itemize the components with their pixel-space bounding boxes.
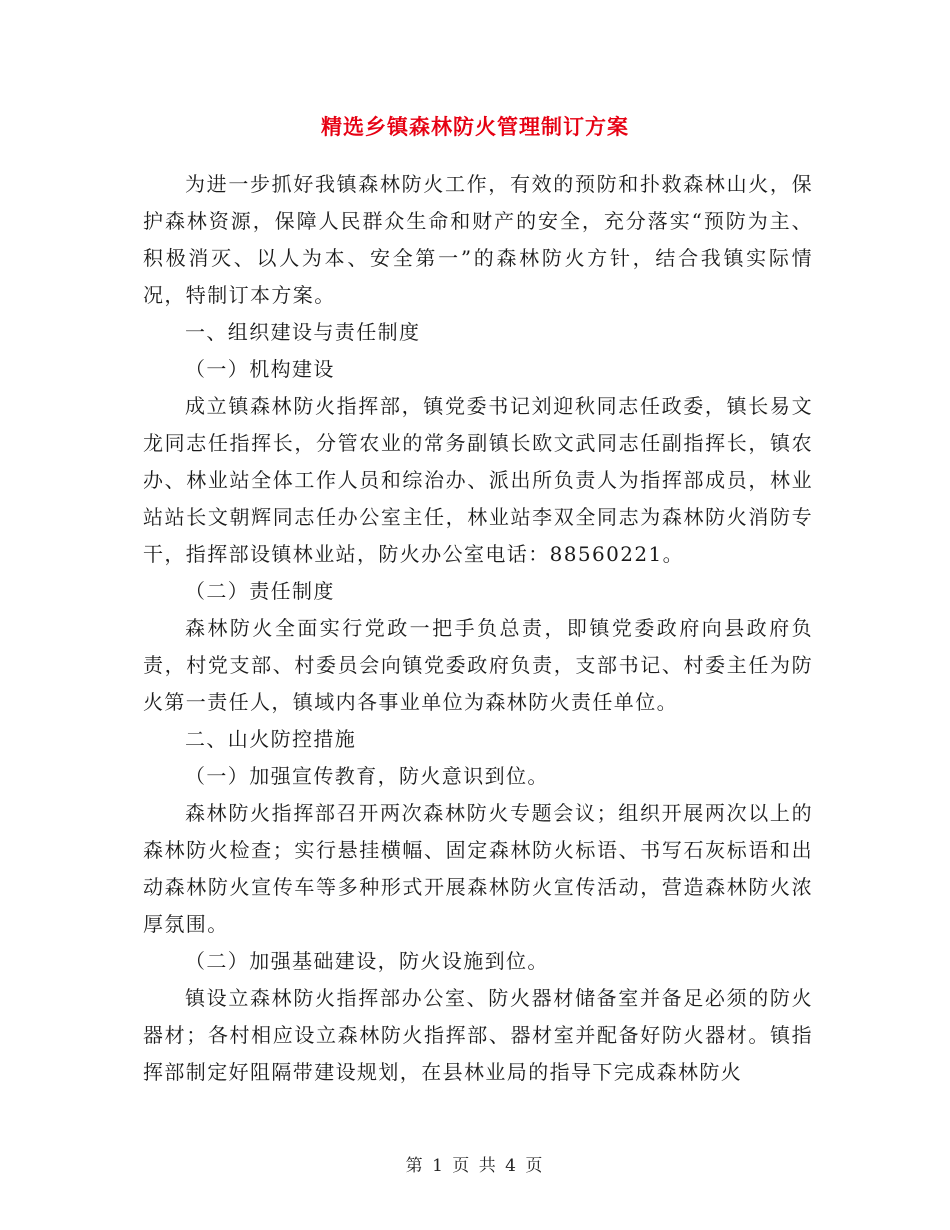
section-heading-2: 二、山火防控措施 [185,727,357,751]
page-footer: 第 1 页 共 4 页 [405,1156,545,1176]
body-paragraph: 镇设立森林防火指挥部办公室、防火器材储备室并备足必须的防火器材；各村相应设立森林防火指挥部、器材室并配备好防火器材。镇指挥部制定好阻隔带建设规划，在县林业局的指导下完成森林防火 [143,986,813,1084]
subsection-heading-2-2: （二）加强基础建设，防火设施到位。 [185,949,549,973]
section-heading-1: 一、组织建设与责任制度 [185,320,421,344]
document-title: 精选乡镇森林防火管理制订方案 [321,114,629,139]
subsection-heading-1-2: （二）责任制度 [185,579,335,603]
body-paragraph: 森林防火全面实行党政一把手负总责，即镇党委政府向县政府负责，村党支部、村委员会向镇党委政府负责，支部书记、村委主任为防火第一责任人，镇域内各事业单位为森林防火责任单位。 [143,616,813,714]
subsection-heading-2-1: （一）加强宣传教育，防火意识到位。 [185,764,549,788]
body-paragraph: 森林防火指挥部召开两次森林防火专题会议；组织开展两次以上的森林防火检查；实行悬挂横幅、固定森林防火标语、书写石灰标语和出动森林防火宣传车等多种形式开展森林防火宣传活动，营造森林防火浓厚氛围。 [143,801,813,936]
document-body [143,166,813,1091]
subsection-heading-1-1: （一）机构建设 [185,357,335,381]
intro-paragraph: 为进一步抓好我镇森林防火工作，有效的预防和扑救森林山火，保护森林资源，保障人民群众生命和财产的安全，充分落实“预防为主、积极消灭、以人为本、安全第一”的森林防火方针，结合我镇实际情况，特制订本方案。 [143,172,813,307]
body-paragraph: 成立镇森林防火指挥部，镇党委书记刘迎秋同志任政委，镇长易文龙同志任指挥长，分管农业的常务副镇长欧文武同志任副指挥长，镇农办、林业站全体工作人员和综治办、派出所负责人为指挥部成员，林业站站长文朝辉同志任办公室主任，林业站李双全同志为森林防火消防专干，指挥部设镇林业站，防火办公室电话：88560221。 [143,394,813,566]
